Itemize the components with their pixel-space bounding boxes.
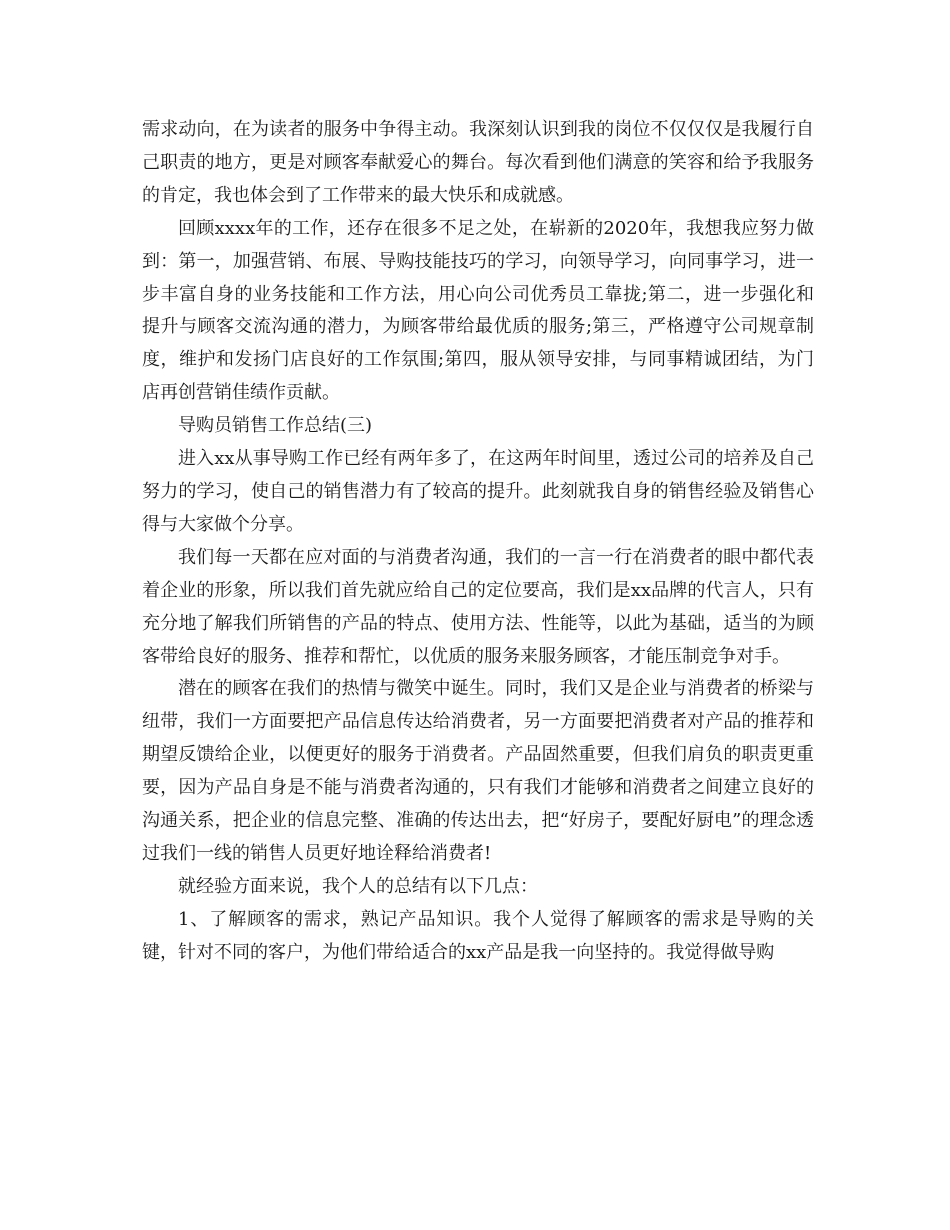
document-body: [142, 114, 814, 970]
paragraph-brand-image: 我们每一天都在应对面的与消费者沟通，我们的一言一行在消费者的眼中都代表着企业的形象，所以我们首先就应给自己的定位要高，我们是xx品牌的代言人，只有充分地了解我们所销售的产品的特点、使用方法、性能等，以此为基础，适当的为顾客带给良好的服务、推荐和帮忙，以优质的服务来服务顾客，才能压制竞争对手。: [142, 546, 814, 667]
paragraph-continuation: 需求动向，在为读者的服务中争得主动。我深刻认识到我的岗位不仅仅仅是我履行自己职责的地方，更是对顾客奉献爱心的舞台。每次看到他们满意的笑容和给予我服务的肯定，我也体会到了工作带来的最大快乐和成就感。: [142, 119, 814, 206]
paragraph-point-1: 1、了解顾客的需求，熟记产品知识。我个人觉得了解顾客的需求是导购的关键，针对不同的客户，为他们带给适合的xx产品是我一向坚持的。我觉得做导购: [142, 908, 814, 963]
paragraph-intro: 进入xx从事导购工作已经有两年多了，在这两年时间里，透过公司的培养及自己努力的学习，使自己的销售潜力有了较高的提升。此刻就我自身的销售经验及销售心得与大家做个分享。: [142, 448, 814, 535]
paragraph-experience: 就经验方面来说，我个人的总结有以下几点：: [178, 875, 538, 897]
paragraph-bridge: 潜在的顾客在我们的热情与微笑中诞生。同时，我们又是企业与消费者的桥梁与纽带，我们一方面要把产品信息传达给消费者，另一方面要把消费者对产品的推荐和期望反馈给企业，以便更好的服务于消费者。产品固然重要，但我们肩负的职责更重要，因为产品自身是不能与消费者沟通的，只有我们才能够和消费者之间建立良好的沟通关系，把企业的信息完整、准确的传达出去，把“好房子，要配好厨电”的理念透过我们一线的销售人员更好地诠释给消费者!: [142, 678, 814, 864]
paragraph-review-plan: 回顾xxxx年的工作，还存在很多不足之处，在崭新的2020年，我想我应努力做到：第一，加强营销、布展、导购技能技巧的学习，向领导学习，向同事学习，进一步丰富自身的业务技能和工作方法，用心向公司优秀员工靠拢;第二，进一步强化和提升与顾客交流沟通的潜力，为顾客带给最优质的服务;第三，严格遵守公司规章制度，维护和发扬门店良好的工作氛围;第四，服从领导安排，与同事精诚团结，为门店再创营销佳绩作贡献。: [142, 217, 814, 404]
section-heading: 导购员销售工作总结(三): [178, 415, 373, 437]
